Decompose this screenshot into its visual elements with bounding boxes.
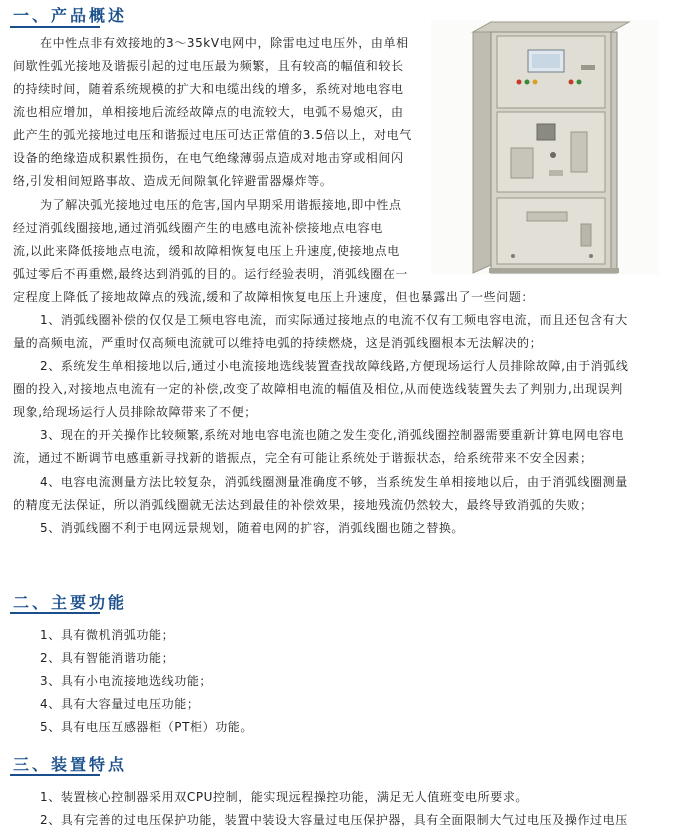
heading-underline bbox=[10, 612, 100, 614]
problem-item-line: 的精度无法保证，所以消弧线圈就无法达到最佳的补偿效果，接地残流仍然较大，最终导致消弧的失败； bbox=[13, 498, 593, 512]
body-text-line: 的持续时间，随着系统规模的扩大和电缆出线的增多，系统对地电容电 bbox=[13, 82, 404, 96]
body-text-line: 流也相应增加，单相接地后流经故障点的电流较大，电弧不易熄灭，由 bbox=[13, 105, 404, 119]
problem-item-line: 流，通过不断调节电感重新寻找新的谐振点，完全有可能让系统处于谐振状态，给系统带来不安全因素； bbox=[13, 451, 593, 465]
body-text-line: 流,以此来降低接地点电流，缓和故障相恢复电压上升速度,使接地点电 bbox=[13, 244, 400, 258]
body-text-line: 弧过零后不再重燃,最终达到消弧的目的。运行经验表明，消弧线圈在一 bbox=[13, 267, 409, 281]
problem-item-line: 2、系统发生单相接地以后,通过小电流接地选线装置查找故障线路,方便现场运行人员排除故障,由于消弧线 bbox=[40, 359, 629, 373]
body-text-line: 在中性点非有效接地的3～35kV电网中，除雷电过电压外，由单相 bbox=[40, 36, 409, 50]
function-item: 1、具有微机消弧功能； bbox=[40, 628, 175, 642]
feature-item: 2、具有完善的过电压保护功能，装置中装设大容量过电压保护器，具有全面限制大气过电压及操作过电压 bbox=[40, 813, 628, 827]
problem-item-line: 现象,给现场运行人员排除故障带来了不便； bbox=[13, 405, 257, 419]
heading-underline bbox=[10, 774, 100, 776]
function-item: 5、具有电压互感器柜（PT柜）功能。 bbox=[40, 720, 254, 734]
function-item: 3、具有小电流接地选线功能； bbox=[40, 674, 213, 688]
section-heading-features: 三、装置特点 bbox=[13, 755, 128, 774]
body-text-line: 此产生的弧光接地过电压和谐振过电压可达正常值的3.5倍以上，对电气 bbox=[13, 128, 412, 142]
heading-underline bbox=[10, 26, 100, 28]
problem-item-line: 1、消弧线圈补偿的仅仅是工频电容电流，而实际通过接地点的电流不仅有工频电容电流，而且还包含有大 bbox=[40, 313, 628, 327]
section-heading-overview: 一、产品概述 bbox=[13, 6, 128, 25]
problem-item-line: 5、消弧线圈不利于电网远景规划，随着电网的扩容，消弧线圈也随之替换。 bbox=[40, 521, 465, 535]
product-image-cabinet bbox=[431, 20, 659, 275]
problem-item-line: 圈的投入,对接地点电流有一定的补偿,改变了故障相电流的幅值及相位,从而使选线装置失去了判别力,出现误判 bbox=[13, 382, 623, 396]
section-heading-functions: 二、主要功能 bbox=[13, 593, 128, 612]
switchgear-cabinet-illustration bbox=[431, 20, 659, 275]
feature-item: 1、装置核心控制器采用双CPU控制，能实现远程操控功能，满足无人值班变电所要求。 bbox=[40, 790, 529, 804]
body-text-line: 络,引发相间短路事故、造成无间隙氧化锌避雷器爆炸等。 bbox=[13, 174, 333, 188]
problem-item-line: 3、现在的开关操作比较频繁,系统对地电容电流也随之发生变化,消弧线圈控制器需要重新计算电网电容电 bbox=[40, 428, 625, 442]
body-text-line: 间歇性弧光接地及谐振引起的过电压最为频繁，且有较高的幅值和较长 bbox=[13, 59, 404, 73]
function-item: 4、具有大容量过电压功能； bbox=[40, 697, 200, 711]
problem-item-line: 量的高频电流，严重时仅高频电流就可以维持电弧的持续燃烧，这是消弧线圈根本无法解决的； bbox=[13, 336, 543, 350]
body-text-line: 经过消弧线圈接地,通过消弧线圈产生的电感电流补偿接地点电容电 bbox=[13, 221, 383, 235]
body-text-line: 定程度上降低了接地故障点的残流,缓和了故障相恢复电压上升速度，但也暴露出了一些问题： bbox=[13, 290, 535, 304]
body-text-line: 设备的绝缘造成积累性损伤，在电气绝缘薄弱点造成对地击穿或相间闪 bbox=[13, 151, 404, 165]
function-item: 2、具有智能消谐功能； bbox=[40, 651, 175, 665]
problem-item-line: 4、电容电流测量方法比较复杂，消弧线圈测量准确度不够，当系统发生单相接地以后，由于消弧线圈测量 bbox=[40, 475, 628, 489]
body-text-line: 为了解决弧光接地过电压的危害,国内早期采用谐振接地,即中性点 bbox=[40, 198, 402, 212]
